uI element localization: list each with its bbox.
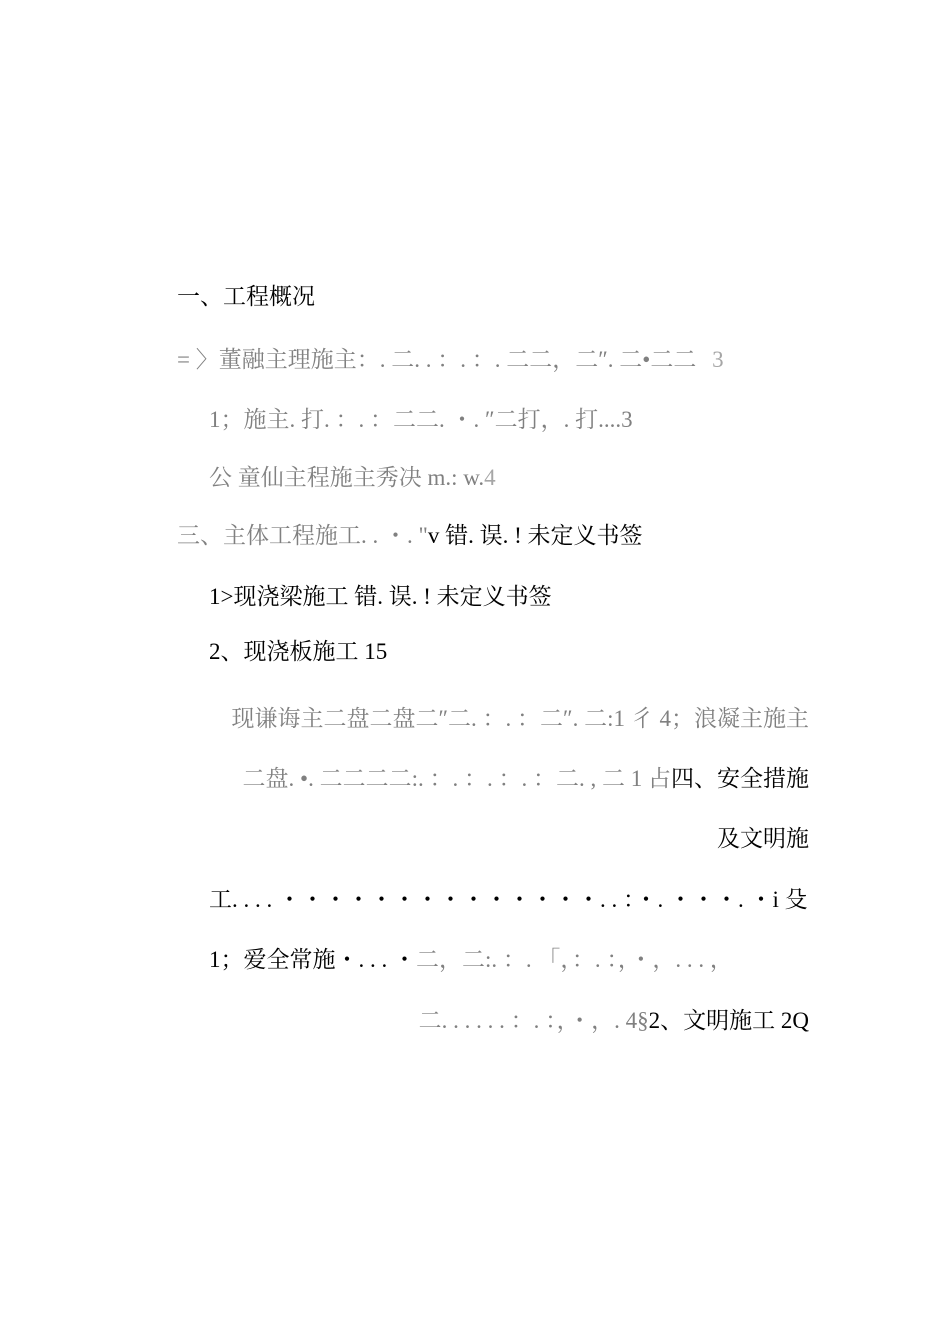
toc-entry-text: 1>现浇梁施工 错. 误. ! 未定义书签 [209, 584, 552, 609]
toc-entry-text: 2、文明施工 2Q [648, 1008, 809, 1033]
toc-entry-text: 公 童仙主程施主秀决 m.: w. [209, 465, 485, 490]
toc-entry-12[interactable] [209, 945, 733, 975]
toc-section-safety[interactable] [243, 764, 809, 794]
toc-entry-11[interactable] [209, 885, 808, 915]
toc-entry-lead: 二盘. •. 二二二二:. ：. ：. ：. ：二. , 二 1 占 [242, 766, 671, 791]
toc-entry-error-text: v 错. 误. ! 未定义书签 [427, 523, 643, 548]
toc-entry-2[interactable] [177, 345, 724, 375]
toc-entry-cast-beam[interactable] [209, 582, 552, 612]
toc-section-safety-cont [717, 824, 809, 854]
toc-page-number: 3 [712, 347, 724, 372]
toc-entry-text: 2、现浇板施工 15 [209, 639, 388, 664]
toc-entry-text: 四、安全措施 [671, 766, 809, 791]
toc-entry-text: 1；施主. 打. ：. ：二二. ・. ″二打，. 打....3 [209, 407, 633, 432]
toc-entry-3[interactable] [209, 405, 633, 435]
toc-section-main-structure[interactable] [177, 521, 643, 551]
toc-entry-text: 及文明施 [717, 826, 809, 851]
toc-entry-lead: 二. . . . . . ：. ：，・，. 4§ [418, 1008, 649, 1033]
toc-entry-text: = 〉董融主理施主：. 二. . ：. ：. 二二，二″. 二•二二 [177, 347, 697, 372]
toc-entry-text: 二，二:. ：. 「，：. ：，・，. . . ， [416, 947, 733, 972]
toc-section-overview[interactable] [177, 282, 315, 312]
toc-entry-cast-slab[interactable] [209, 637, 387, 667]
toc-entry-text: 一、工程概况 [177, 284, 315, 309]
toc-entry-text: 现谦诲主二盘二盘二″二. ：. ：二″. 二:1 彳 4；浪凝主施主 [231, 706, 809, 731]
toc-entry-lead: 三、主体工程施工. . ・. " [177, 523, 428, 548]
toc-entry-4[interactable] [209, 463, 496, 493]
toc-entry-8[interactable] [231, 704, 809, 734]
toc-entry-text: 工. . . . ・・・・・・・・・・・・・・. . ：・. ・・・. ・i 殳 [209, 887, 808, 912]
toc-page-number: 4 [484, 465, 496, 490]
toc-entry-civilized[interactable] [419, 1006, 809, 1036]
toc-entry-lead: 1；爱全常施・. . . ・ [209, 947, 416, 972]
